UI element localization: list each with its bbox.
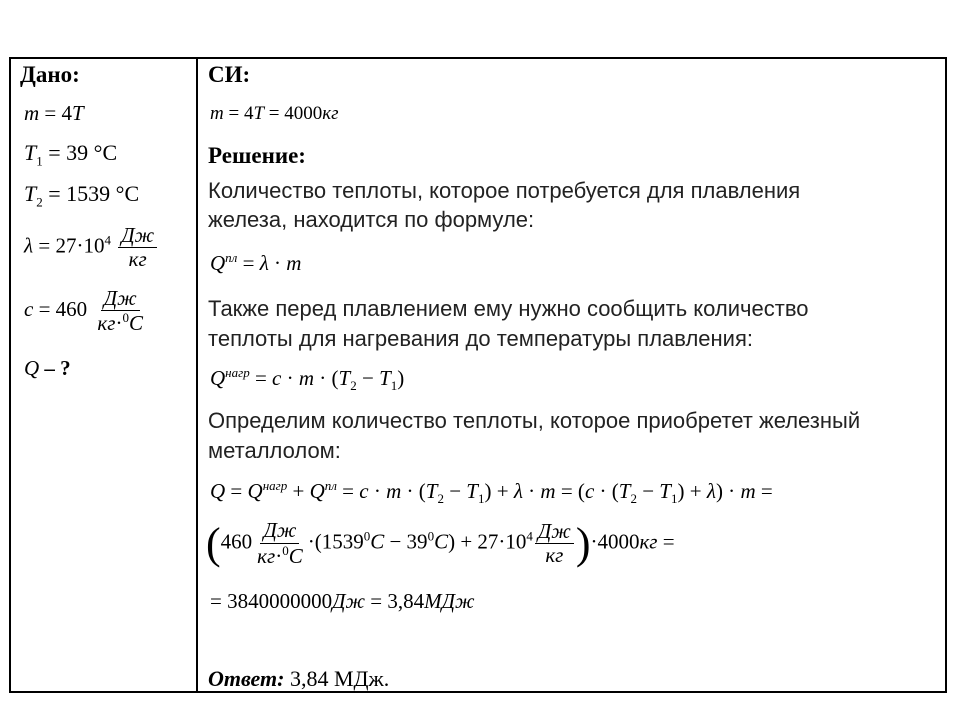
answer-label: Ответ: [208,666,285,691]
answer-value: 3,84 МДж. [284,666,390,691]
si-mass-conversion: m = 4T = 4000кг [210,103,339,124]
given-t1: $T_1 = 39$ °C [24,140,118,169]
solution-header: Решение: [208,143,306,168]
solution-table [9,57,947,693]
answer-line [208,666,389,692]
column-divider [196,57,198,693]
formula-heating: $Q^{нагр} = c \cdot m \cdot (T_2 - T_1)$ [210,365,405,394]
solution-para1-line1: Количество теплоты, которое потребуется для плавления [208,178,801,203]
given-mass: m = 4T [24,101,84,125]
solution-para1-line2: железа, находится по формуле: [208,207,535,232]
given-specific-heat: c = 460 $\frac{Дж}{кг\cdot^0C}$ [24,286,143,336]
solution-para3-line2: металлолом: [208,438,341,463]
formula-melting-heat: $Q^{пл} = \lambda \cdot m$ [210,250,302,275]
given-t2: $T_2 = 1539$ °C [24,181,140,210]
given-unknown: Q – ? [24,356,71,380]
formula-numeric-substitution: (460 $\frac{Дж}{кг\cdot^0C}$ $\cdot(1539^0C - 39^0C) + 27\cdot 10^4$ $\frac{Дж}{кг}$ )·4000кг = [206,518,675,568]
solution-para3-line1: Определим количество теплоты, которое приобретет железный [208,408,861,433]
solution-para2-line1: Также перед плавлением ему нужно сообщить количество [208,296,809,321]
given-header: Дано: [20,62,80,87]
formula-total-heat: $Q = Q^{нагр} + Q^{пл} = c \cdot m \cdot (T_2 - T_1) + \lambda \cdot m = (c \cdot (T_2 - T_1) + \lambda) \cdot m$ = [210,478,773,507]
formula-result: = 3840000000Дж = 3,84МДж [210,589,475,613]
si-header: СИ: [208,62,251,87]
solution-para2-line2: теплоты для нагревания до температуры плавления: [208,326,753,351]
given-lambda: $\lambda = 27\cdot 10^4$ $\frac{Дж}{кг}$ [24,224,159,271]
